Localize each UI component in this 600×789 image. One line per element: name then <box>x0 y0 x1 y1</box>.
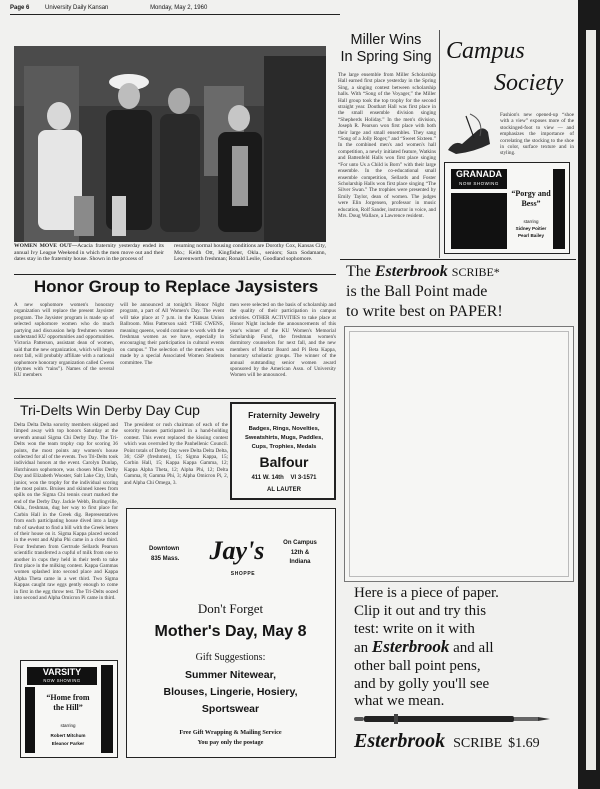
esterbrook-brand-top: Esterbrook <box>374 263 448 280</box>
esterbrook-price: $1.69 <box>508 736 540 751</box>
paper-line3: test: write on it with <box>354 621 475 637</box>
tridelts-top-rule <box>14 398 336 399</box>
paper-line5: other ball point pens, <box>354 658 481 674</box>
granada-title <box>451 169 507 189</box>
tridelts-headline: Tri-Delts Win Derby Day Cup <box>20 402 200 418</box>
society-body: Fashion's new opened-up “shoe with a view” exposes more of the stockinged-foot to view — and emphasizes the importance of correlating the stocking to the shoe in color, surface texture and in styling. <box>500 112 574 157</box>
honor-col1: A new sophomore women's honorary organization will replace the present Jaysister program. The Jaysister program is made up of selected sophomore women who do much partying and discussion help freshmen women understand KU opportunities and opportunities. Victoria Patterson, assistant dean of women, said that the new organization, which will begin next fall, will probably affiliate with a national sophomore honorary organization called Cwens (rhymes with “rains”). Names of the several KU members <box>14 302 114 379</box>
jays-gift-suggestions: Gift Suggestions: <box>195 652 266 663</box>
paper-line2: Clip it out and try this <box>354 603 487 619</box>
balfour-line2: Badges, Rings, Novelties, <box>248 426 320 432</box>
jays-oncampus-addr1: 12th & <box>290 550 310 556</box>
miller-headline <box>336 32 436 70</box>
jays-postage: You pay only the postage <box>197 739 264 746</box>
esterbrook-top-line2: is the Ball Point made <box>346 283 488 300</box>
esterbrook-top-line1 <box>346 262 574 282</box>
varsity-title <box>27 667 97 685</box>
jays-downtown-addr: 835 Mass. <box>151 556 180 562</box>
caption-text-left: Acacia fraternity yesterday ended its annual Ivy League Weekend in which the men move out and their dates stay in the fraternity house. Shown in the process of <box>14 243 164 263</box>
varsity-starring: starring <box>60 723 76 728</box>
tridelts-col2: The president or rush chairman of each of the sorority houses participated in a hand-holding contest. This event replaced the kissing contest which was overruled by the Panhellenic Council. Point totals of Derby Day were Delta Delta Delta, 36; GSP (freshmen), 15; Sigma Kappa, 15; Corbin Hall, 15; Kappa Kappa Gamma, 12; Kappa Alpha Theta, 12; Alpha Phi, 12; Delta Gamma, 8; Gamma Phi, 3; Alpha Omicron Pi, 2, and Alpha Chi Omega, 3. <box>124 422 228 486</box>
granada-name: GRANADA <box>456 169 502 179</box>
balfour-ad <box>230 402 336 500</box>
jays-oncampus: On Campus <box>283 540 317 546</box>
balfour-address: 411 W. 14th VI 3-1571 <box>251 475 317 481</box>
esterbrook-bottom <box>354 728 574 754</box>
paper-line7: what we mean. <box>354 693 445 709</box>
honor-col3: men were selected on the basis of scholarship and the quality of their participation in campus activities. OTHER ACTIVITIES to take place at Honor Night include the announcements of this year's winner of the KU Women's Memorial Scholarship Fund, the freshman women's dormitory counselors for next fall, and the new members of Mortar Board and Pi Beta Kappa, honorary scholastic groups. The winner of the annual outstanding senior women award sponsored by the American Assn. of University Women will be announced. <box>230 302 336 379</box>
caption-lead: WOMEN MOVE OUT— <box>14 243 78 249</box>
granada-star2: Pearl Bailey <box>517 233 545 238</box>
society-figure <box>444 110 496 158</box>
esterbrook-brand-bottom: Esterbrook <box>354 730 446 752</box>
jays-ad <box>126 508 336 758</box>
jays-logo: Jay's <box>209 536 265 565</box>
miller-headline-line2: In Spring Sing <box>340 49 432 65</box>
issue-date: Monday, May 2, 1960 <box>150 5 208 11</box>
photo-illustration <box>14 46 326 242</box>
news-photo <box>14 46 326 242</box>
jays-free-wrapping: Free Gift Wrapping & Mailing Service <box>179 729 282 736</box>
society-title: Society <box>494 70 564 96</box>
granada-film-strip-left <box>451 193 507 249</box>
varsity-film-strip-right <box>101 665 113 753</box>
granada-star1: Sidney Poitier <box>515 226 547 231</box>
jays-shoppe: SHOPPE <box>230 571 256 577</box>
page-header <box>10 4 340 13</box>
column-rule <box>439 30 440 258</box>
paper-line4-an: an <box>354 640 369 656</box>
esterbrook-the: The <box>346 263 371 280</box>
varsity-now-showing: NOW SHOWING <box>43 678 81 683</box>
granada-ad <box>444 162 570 254</box>
granada-starring: starring <box>523 219 539 224</box>
esterbrook-copy <box>354 584 576 700</box>
miller-headline-line1: Miller Wins <box>350 32 422 48</box>
varsity-film-strip-left <box>25 687 35 753</box>
varsity-name: VARSITY <box>42 667 82 677</box>
paper-name: University Daily Kansan <box>45 5 109 11</box>
miller-body: The large ensemble from Miller Scholarship Hall earned first place yesterday in the Spring Sing, a singing contest between scholarship halls. With “Song of the Voyager,” the Miller Hall group took the top trophy for the second straight year. Douthart Hall was first place in the small ensemble division singing “Shepherds Holiday.” In the men's division, Joseph R. Pearson won first place with both their large and small ensembles. They sang “Song of a Jolly Roger,” and “Sweet Sixteen.” In the combined men's and women's hall competition, a newly initiated feature, Watkins and Battenfeld Halls won first place singing “For unto Us a Child is Born” with their large ensemble. In the co-educational small ensemble competition, Sellards and Foster Scholarship Halls won first place singing “The Silver Swan.” The trophies were presented by Emily Taylor, dean of women. The judges were Elin Jorgensen, professor in music education, Rolf Sander, instructor in voice, and Mrs. Doug Wallace, a Lawrence resident. <box>338 72 436 219</box>
varsity-ad <box>20 660 118 758</box>
varsity-film-line1: “Home from <box>46 693 90 702</box>
balfour-person: AL LAUTER <box>267 487 301 493</box>
varsity-film-line2: the Hill” <box>53 703 83 712</box>
paper-line4-all: and all <box>453 640 494 656</box>
paper-line4-brand: Esterbrook <box>371 637 450 656</box>
balfour-line4: Cups, Trophies, Medals <box>251 444 317 450</box>
honor-top-rule <box>14 274 336 275</box>
header-rule <box>10 14 340 15</box>
esterbrook-scribe-bottom: SCRIBE <box>453 736 503 751</box>
paper-inner-frame <box>349 331 569 577</box>
granada-now-showing: NOW SHOWING <box>459 181 499 186</box>
jays-item2: Blouses, Lingerie, Hosiery, <box>163 686 298 698</box>
granada-film-title: “Porgy and Bess” <box>511 189 551 208</box>
jays-item3: Sportswear <box>201 703 260 715</box>
esterbrook-scribe-top: SCRIBE* <box>451 265 500 279</box>
honor-col2: will be announced at tonight's Honor Night program, a part of All Women's Day. The event will take place at 7 p.m. in the Kansas Union Ballroom. Miss Patterson said: “THE CWENS, meaning queens, would continue to work with the freshman women as we have, especially in encouraging their participation in cultural events on campus.” The selection of the members was made by a special Associated Women Students committee. The <box>120 302 224 366</box>
jays-downtown: Downtown <box>149 546 180 552</box>
clip-out-paper <box>344 326 574 582</box>
balfour-line3: Sweatshirts, Mugs, Paddles, <box>245 435 323 441</box>
honor-headline: Honor Group to Replace Jaysisters <box>33 277 319 296</box>
photo-caption <box>14 243 326 273</box>
balfour-line1: Fraternity Jewelry <box>248 410 320 420</box>
varsity-star1: Robert Mitchum <box>50 733 86 738</box>
caption-text-right: resuming normal housing conditions are Dorothy Cox, Kansas City, Mo.; Keith Ott, Kingfisher, Okla., seniors; Sara Sodamann, Leavenworth freshman; Ronald Leslie, Goodland sophomore. <box>174 243 326 263</box>
pen-illustration <box>354 712 550 724</box>
tridelts-col1: Delta Delta Delta sorority members skipped and limped away with top honors Saturday at the seventh annual Sigma Chi Derby Day. The Tri-Delts won the team trophy cup for scoring 36 points, the most points any women's house collected for all of the events. Two Tri-Delts took individual honors at the event. Carolyn Dunlap, Hutchinson sophomore, was chosen Miss Derby Day and Elizabeth Wooster, Salt Lake City, Utah, junior, won the trophy for the individual scoring the most points. Bruises and skinned knees from spills on the Sigma Chi tennis court marked the end of the Derby Day. Jackie Webb, Burlingville, Okla., freshman, dug her way to first place for Carbin Hall in the Greek dig. Representatives from each participating house dived into a large tub of sawdust to find a bill with the Greek letters of their house on it. Sigma Kappa placed second in the event and Alpha Phi came in a close third. Four freshmen from Gertrude Sellards Pearson scientific transferred a cupful of milk from one to another in cups they held in their teeth to take first place in the milking contest. Kappa Gammas women splashed into second place and Kappa Alpha Theta came in a wet third. Two Sigma Kappas caught raw eggs gently enough to come in first in the egg throw test. The Tri-Delts oozed into second and Alpha Omicron Pi came in third. <box>14 422 118 601</box>
jays-mothers-day: Mother's Day, May 8 <box>154 623 307 640</box>
jays-oncampus-addr2: Indiana <box>289 559 311 565</box>
varsity-star2: Eleanor Parker <box>51 741 85 746</box>
esterbrook-top-rule <box>340 259 576 260</box>
jays-item1: Summer Nitewear, <box>184 669 277 681</box>
page-number: Page 6 <box>10 5 30 11</box>
esterbrook-top-line3: to write best on PAPER! <box>346 303 503 320</box>
jays-dont-forget: Don't Forget <box>197 601 264 616</box>
paper-line6: and by golly you'll see <box>354 676 490 692</box>
adjacent-page-sliver <box>586 30 596 770</box>
balfour-name: Balfour <box>259 454 309 470</box>
campus-title: Campus <box>446 38 525 64</box>
paper-line1: Here is a piece of paper. <box>354 585 499 601</box>
campus-society-title <box>442 38 572 104</box>
